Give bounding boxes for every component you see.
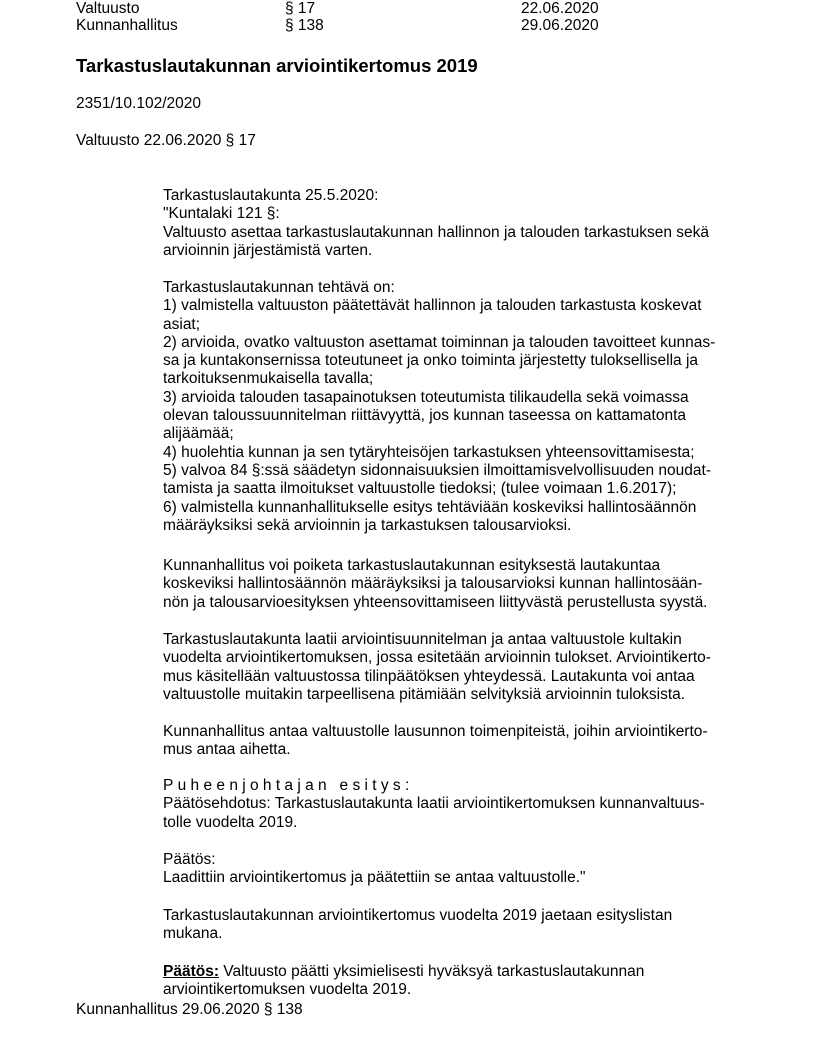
section-number: § 17 [285,0,316,17]
text-line: valtuustolle muitakin tarpeellisena pitämiään selvityksiä arvioinnin tuloksista. [163,685,686,703]
text-line: Laadittiin arviointikertomus ja päätettiin se antaa valtuustolle." [163,869,586,887]
paragraph [163,279,715,535]
text-line: Puheenjohtajan esitys: [163,777,414,794]
text-line: nön ja talousarvioesityksen yhteensovittamiseen liittyvästä perustellusta syystä. [163,593,708,611]
text-line: koskeviksi hallintosäännön määräyksiksi ja talousarvioksi kunnan hallintosään- [163,575,703,593]
next-meeting-heading: Kunnanhallitus 29.06.2020 § 138 [76,1001,303,1018]
text-line: Tarkastuslautakunta 25.5.2020: [163,187,379,204]
paragraph [163,907,672,944]
text-line: mus käsitellään valtuustossa tilinpäätöksen yhteydessä. Lautakunta voi antaa [163,667,695,685]
header-row-kunnanhallitus [0,17,816,35]
text-line: 2) arvioida, ovatko valtuuston asettamat toiminnan ja talouden tavoitteet kunnas- [163,333,716,351]
text-line: Tarkastuslautakunnan tehtävä on: [163,279,395,296]
reference-number: 2351/10.102/2020 [76,95,201,112]
paragraph [163,557,708,612]
body-name: Valtuusto [76,0,140,17]
text-line: 1) valmistella valtuuston päätettävät hallinnon ja talouden tarkastusta koskevat [163,297,702,315]
text-line: Kunnanhallitus voi poiketa tarkastuslautakunnan esityksestä lautakuntaa [163,557,661,574]
section-number: § 138 [285,17,324,34]
text-line: 3) arvioida talouden tasapainotuksen toteutumista tilikaudella sekä voimassa [163,388,689,406]
meeting-date: 22.06.2020 [521,0,599,17]
paragraph [163,777,705,832]
text-line: 6) valmistella kunnanhallitukselle esitys tehtäviään koskeviksi hallintosäännön [163,498,697,516]
header-row-valtuusto [0,0,816,18]
decision-text: Valtuusto päätti yksimielisesti hyväksyä tarkastuslautakunnan [219,963,645,980]
decision-label: Päätös: [163,963,219,980]
decision [163,963,644,1000]
meeting-heading: Valtuusto 22.06.2020 § 17 [76,132,256,149]
text-line: mukana. [163,925,223,943]
text-line: olevan taloussuunnitelman riittävyyttä, jos kunnan taseessa on kattamatonta [163,407,687,425]
text-line: Päätös: [163,851,216,868]
document-title: Tarkastuslautakunnan arviointikertomus 2019 [76,55,478,76]
text-line: tarkoituksenmukaisella tavalla; [163,370,374,388]
text-line: "Kuntalaki 121 §: [163,205,280,223]
text-line: tolle vuodelta 2019. [163,813,298,831]
text-line: 5) valvoa 84 §:ssä säädetyn sidonnaisuuksien ilmoittamisvelvollisuuden noudat- [163,461,711,479]
text-line: Kunnanhallitus antaa valtuustolle lausunnon toimenpiteistä, joihin arviointikerto- [163,723,708,740]
paragraph [163,187,709,260]
text-line: arvioinnin järjestämistä varten. [163,241,373,259]
text-line: alijäämää; [163,425,234,443]
paragraph [163,723,708,760]
text-line: sa ja kuntakonsernissa toteutuneet ja onko toiminta järjestetty tuloksellisella ja [163,352,699,370]
text-line: vuodelta arviointikertomuksen, jossa esitetään arvioinnin tulokset. Arviointikerto- [163,649,711,667]
text-line: Tarkastuslautakunnan arviointikertomus vuodelta 2019 jaetaan esityslistan [163,907,673,924]
text-line: tamista ja saatta ilmoitukset valtuustolle tiedoksi; (tulee voimaan 1.6.2017); [163,480,677,498]
meeting-date: 29.06.2020 [521,17,599,34]
paragraph [163,631,711,704]
text-line: 4) huolehtia kunnan ja sen tytäryhteisöjen tarkastuksen yhteensovittamisesta; [163,443,695,461]
text-line: Valtuusto asettaa tarkastuslautakunnan hallinnon ja talouden tarkastuksen sekä [163,223,710,241]
text-line: määräyksiksi sekä arvioinnin ja tarkastuksen talousarvioksi. [163,516,572,534]
text-line: Päätösehdotus: Tarkastuslautakunta laatii arviointikertomuksen kunnanvaltuus- [163,795,705,813]
text-line: Tarkastuslautakunta laatii arviointisuunnitelman ja antaa valtuustole kultakin [163,631,682,648]
decision-text-line2: arviointikertomuksen vuodelta 2019. [163,981,412,999]
paragraph [163,851,586,888]
text-line: mus antaa aihetta. [163,741,291,759]
body-name: Kunnanhallitus [76,17,178,34]
text-line: asiat; [163,315,201,333]
